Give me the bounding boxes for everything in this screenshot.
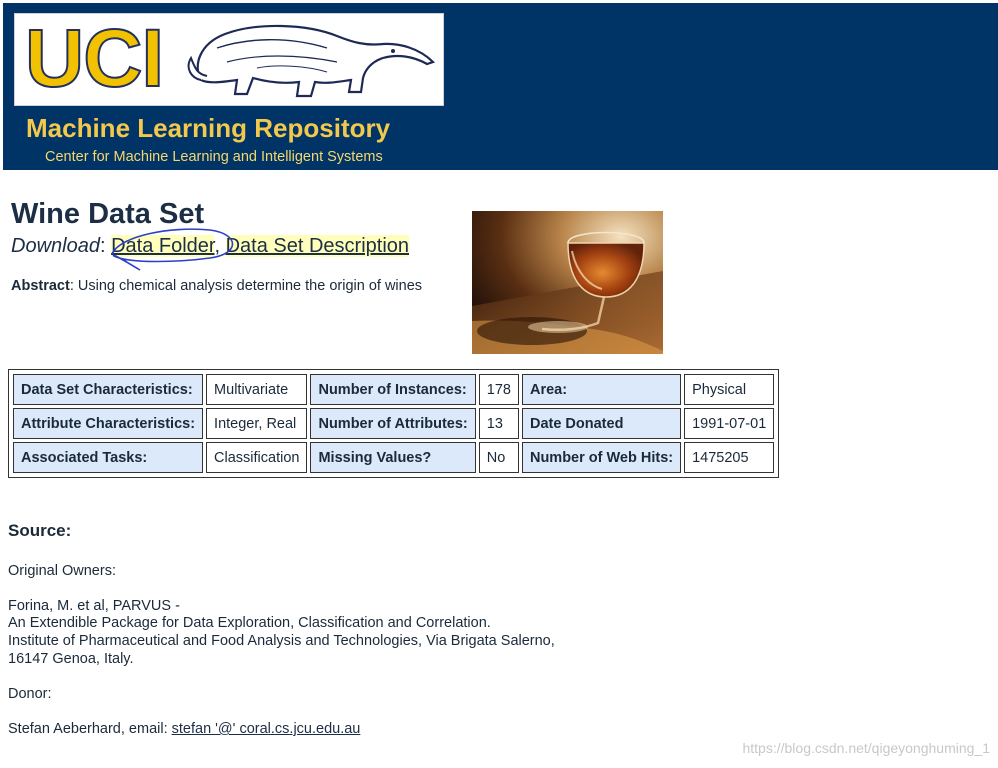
repository-title: Machine Learning Repository xyxy=(26,113,391,143)
watermark: https://blog.csdn.net/qigeyonghuming_1 xyxy=(742,740,990,756)
characteristic-label: Data Set Characteristics: xyxy=(13,374,203,405)
data-folder-link[interactable]: Data Folder xyxy=(111,235,215,257)
characteristic-value: Classification xyxy=(206,442,307,473)
characteristic-label: Date Donated xyxy=(522,408,681,439)
characteristic-value: 178 xyxy=(479,374,519,405)
uci-logo[interactable] xyxy=(14,13,444,106)
table-row xyxy=(13,374,774,405)
donor-email-link[interactable]: stefan '@' coral.cs.jcu.edu.au xyxy=(171,721,361,737)
download-separator: , xyxy=(214,235,226,257)
characteristic-value: Multivariate xyxy=(206,374,307,405)
owner-line: 16147 Genoa, Italy. xyxy=(8,651,134,667)
header-banner xyxy=(3,3,998,170)
characteristic-label: Missing Values? xyxy=(310,442,475,473)
owner-line: An Extendible Package for Data Exploration, Classification and Correlation. xyxy=(8,615,491,631)
characteristic-value: 1991-07-01 xyxy=(684,408,774,439)
table-row xyxy=(13,408,774,439)
characteristic-value: 1475205 xyxy=(684,442,774,473)
characteristic-value: 13 xyxy=(479,408,519,439)
page-title: Wine Data Set xyxy=(11,198,205,230)
abstract xyxy=(11,278,422,294)
owner-line: Forina, M. et al, PARVUS - xyxy=(8,598,180,614)
abstract-text: : Using chemical analysis determine the origin of wines xyxy=(69,278,423,294)
source-heading: Source: xyxy=(8,521,72,540)
original-owners-label: Original Owners: xyxy=(8,563,116,579)
characteristic-value: Physical xyxy=(684,374,774,405)
owner-line: Institute of Pharmaceutical and Food Analysis and Technologies, Via Brigata Salerno, xyxy=(8,633,555,649)
download-links xyxy=(11,235,409,258)
anteater-icon xyxy=(187,18,439,104)
characteristic-label: Number of Web Hits: xyxy=(522,442,681,473)
characteristic-value: No xyxy=(479,442,519,473)
wine-glass-image xyxy=(472,211,663,354)
data-set-description-link[interactable]: Data Set Description xyxy=(225,235,410,257)
donor-line xyxy=(8,720,360,738)
characteristic-label: Number of Attributes: xyxy=(310,408,475,439)
characteristic-value: Integer, Real xyxy=(206,408,307,439)
donor-name: Stefan Aeberhard, email: xyxy=(8,721,172,737)
donor-label: Donor: xyxy=(8,686,52,702)
center-subtitle: Center for Machine Learning and Intelligent Systems xyxy=(45,149,383,165)
download-separator: : xyxy=(99,235,112,257)
characteristic-label: Number of Instances: xyxy=(310,374,475,405)
characteristic-label: Area: xyxy=(522,374,681,405)
abstract-label: Abstract xyxy=(11,278,70,294)
table-row xyxy=(13,442,774,473)
uci-logo-text: UCI xyxy=(25,13,164,104)
download-label: Download xyxy=(11,235,100,257)
characteristic-label: Attribute Characteristics: xyxy=(13,408,203,439)
characteristic-label: Associated Tasks: xyxy=(13,442,203,473)
dataset-characteristics-table xyxy=(8,369,779,478)
